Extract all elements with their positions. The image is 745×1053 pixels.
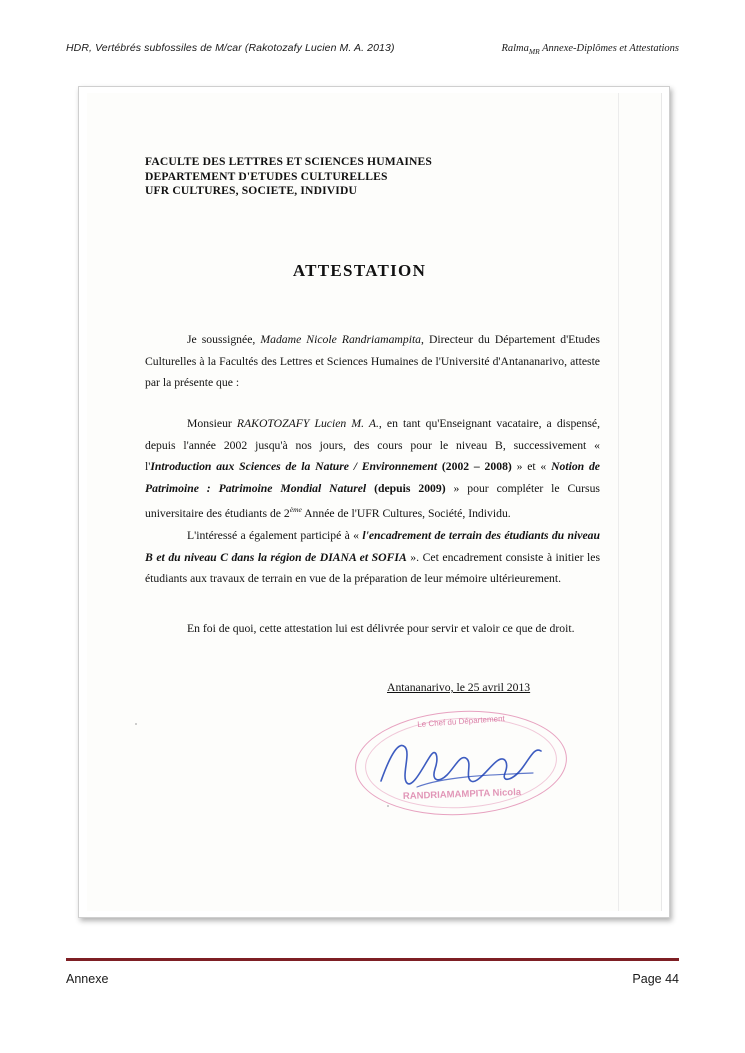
header-right-text bbox=[501, 43, 679, 56]
p1-director-name: Madame Nicole Randriamampita bbox=[260, 333, 422, 346]
paragraph-declaration bbox=[145, 329, 600, 394]
p1-part-a: Je soussignée, bbox=[187, 333, 261, 346]
paragraph-courses bbox=[145, 413, 600, 524]
letterhead-line-3: UFR CULTURES, SOCIETE, INDIVIDU bbox=[145, 184, 357, 197]
page-header bbox=[66, 42, 679, 58]
page-footer bbox=[66, 972, 679, 986]
p2-part-i: » pour compléter le Cursus universitaire des étudiants de 2 bbox=[145, 481, 600, 520]
header-right-tail: Annexe-Diplômes et Attestations bbox=[539, 43, 679, 54]
footer-page-number: Page 44 bbox=[632, 972, 679, 986]
letterhead-line-1: FACULTE DES LETTRES ET SCIENCES HUMAINES bbox=[145, 155, 433, 168]
p2-part-j: Année de l'UFR Cultures, Société, Individu. bbox=[301, 506, 511, 520]
p2-course-1-years: (2002 – 2008) bbox=[437, 460, 512, 473]
stamp-bottom-text: RANDRIAMAMPITA Nicola bbox=[402, 786, 522, 803]
p2-course-2: Notion de Patrimoine : Patrimoine Mondial Naturel bbox=[145, 460, 600, 495]
p2-ordinal-suffix: ème bbox=[289, 505, 302, 514]
p3-part-a: L'intéressé a également participé à « bbox=[187, 529, 363, 542]
p2-course-1: Introduction aux Sciences de la Nature / Environnement bbox=[150, 460, 438, 473]
p2-part-c: , en tant qu'Enseignant vacataire, a dispensé, depuis l'année 2002 jusqu'à nos jours, des cours pour le niveau B, successivement « l' bbox=[145, 417, 600, 473]
header-left-text: HDR, Vertébrés subfossiles de M/car (Rakotozafy Lucien M. A. 2013) bbox=[66, 42, 395, 54]
p2-part-a: Monsieur bbox=[187, 417, 237, 430]
paragraph-fieldwork bbox=[145, 525, 600, 590]
paragraph-closing: En foi de quoi, cette attestation lui est délivrée pour servir et valoir ce que de droit. bbox=[187, 622, 575, 635]
header-right-subscript: MR bbox=[528, 47, 540, 57]
header-right-main: Ralma bbox=[501, 43, 529, 54]
letterhead bbox=[145, 155, 575, 199]
p3-fieldwork-title: l'encadrement de terrain des étudiants du niveau B et du niveau C dans la région de DIANA et SOFIA bbox=[145, 529, 601, 564]
stamp-top-text: Le Chef du Département bbox=[416, 713, 506, 730]
scan-edge-line bbox=[618, 93, 619, 911]
p2-subject-name: RAKOTOZAFY Lucien M. A. bbox=[236, 417, 379, 430]
scan-speck bbox=[135, 723, 137, 725]
place-and-date bbox=[387, 681, 530, 694]
footer-divider bbox=[66, 958, 679, 961]
p2-part-f: » et « bbox=[511, 460, 552, 473]
official-stamp bbox=[355, 711, 565, 821]
scanned-page-sheet bbox=[87, 93, 662, 911]
scanned-document bbox=[78, 86, 670, 918]
footer-left-label: Annexe bbox=[66, 972, 109, 986]
document-title: ATTESTATION bbox=[292, 261, 427, 280]
place-and-date-text: Antananarivo, le 25 avril 2013 bbox=[387, 681, 531, 694]
p2-course-2-years: (depuis 2009) bbox=[366, 481, 446, 495]
signature-icon bbox=[373, 733, 553, 795]
letterhead-line-2: DEPARTEMENT D'ETUDES CULTURELLES bbox=[145, 169, 388, 183]
p3-part-c: ». Cet encadrement consiste à initier les étudiants aux travaux de terrain en vue de la préparation de leur mémoire ultérieurement. bbox=[145, 550, 600, 585]
p1-part-c: , Directeur du Département d'Etudes Culturelles à la Facultés des Lettres et Sciences Humaines de l'Université d'Antananarivo, atteste par la présente que : bbox=[145, 333, 600, 389]
